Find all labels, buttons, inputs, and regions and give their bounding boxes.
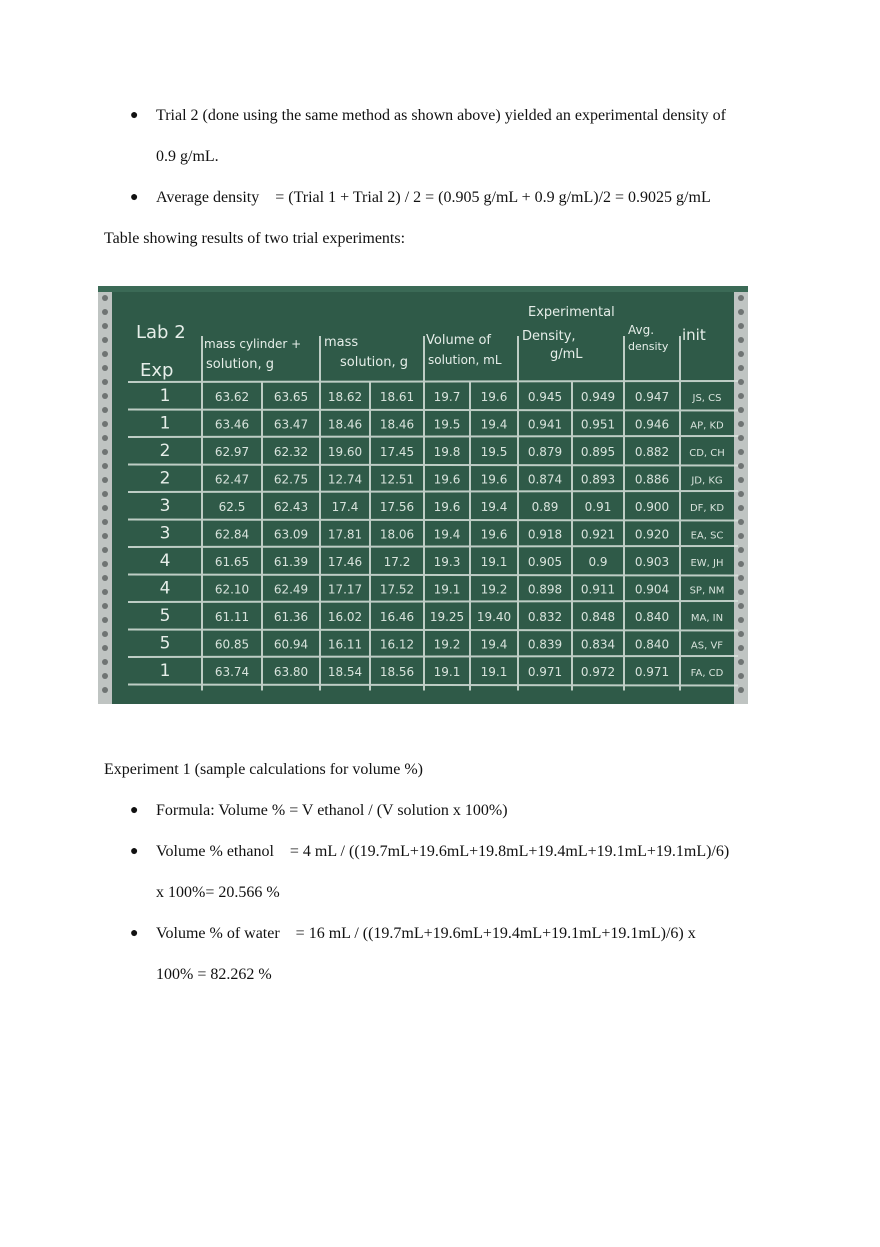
value-cell: 0.874: [527, 472, 563, 487]
binding-ring: [738, 645, 744, 651]
binding-ring: [102, 589, 108, 595]
binding-ring: [738, 393, 744, 399]
binding-ring: [738, 547, 744, 553]
value-cell: 17.2: [383, 554, 411, 569]
value-cell: 0.951: [580, 417, 616, 432]
value-cell: 0.840: [634, 637, 670, 652]
binding-ring: [738, 309, 744, 315]
binding-ring: [738, 323, 744, 329]
header-mass-cyl-2: solution, g: [206, 357, 274, 372]
value-cell: 0.839: [527, 637, 563, 652]
binding-ring: [102, 323, 108, 329]
value-cell: 19.4: [480, 499, 508, 514]
value-cell: 62.5: [218, 499, 246, 514]
value-cell: 17.17: [327, 582, 363, 597]
value-cell: 16.02: [327, 609, 363, 624]
value-cell: 63.46: [214, 417, 250, 432]
value-cell: 60.94: [273, 637, 309, 652]
value-cell: 62.10: [214, 582, 250, 597]
grid-line: [128, 546, 738, 547]
exp-number: 5: [159, 605, 171, 626]
exp-number: 1: [159, 385, 171, 406]
value-cell: 63.74: [214, 664, 250, 679]
binding-ring: [738, 407, 744, 413]
water-line2: 100% = 82.262 %: [156, 966, 272, 983]
value-cell: 19.1: [480, 664, 508, 679]
value-cell: 12.51: [379, 472, 415, 487]
value-cell: 19.6: [433, 472, 461, 487]
value-cell: 0.904: [634, 582, 670, 597]
value-cell: 61.65: [214, 554, 250, 569]
value-cell: 0.947: [634, 389, 670, 404]
value-cell: 0.895: [580, 444, 616, 459]
binding-ring: [102, 561, 108, 567]
value-cell: 19.3: [433, 554, 461, 569]
value-cell: 19.4: [480, 417, 508, 432]
binding-ring: [738, 631, 744, 637]
value-cell: 0.945: [527, 389, 563, 404]
binding-ring: [102, 687, 108, 693]
value-cell: 16.11: [327, 637, 363, 652]
value-cell: 16.12: [379, 637, 415, 652]
value-cell: 62.32: [273, 444, 309, 459]
value-cell: 0.921: [580, 527, 616, 542]
exp-number: 1: [159, 660, 171, 681]
trial2-line2: 0.9 g/mL.: [156, 148, 219, 165]
binding-ring: [102, 449, 108, 455]
value-cell: 63.65: [273, 389, 309, 404]
ethanol-line2: x 100%= 20.566 %: [156, 884, 280, 901]
value-cell: 0.879: [527, 444, 563, 459]
binding-ring: [738, 533, 744, 539]
value-cell: 18.62: [327, 389, 363, 404]
value-cell: 62.49: [273, 582, 309, 597]
binding-ring: [102, 309, 108, 315]
initials-cell: FA, CD: [690, 667, 724, 679]
value-cell: 63.62: [214, 389, 250, 404]
value-cell: 0.971: [634, 664, 670, 679]
exp-number: 5: [159, 633, 171, 654]
value-cell: 12.74: [327, 472, 363, 487]
value-cell: 19.40: [476, 609, 512, 624]
value-cell: 18.46: [379, 417, 415, 432]
exp-number: 2: [159, 468, 171, 489]
binding-ring: [738, 505, 744, 511]
value-cell: 19.60: [327, 444, 363, 459]
binding-ring: [102, 393, 108, 399]
initials-cell: JS, CS: [692, 392, 722, 404]
header-mass-sol-1: mass: [324, 335, 359, 350]
value-cell: 63.09: [273, 527, 309, 542]
grid-line: [128, 520, 738, 521]
binding-ring: [738, 449, 744, 455]
binding-ring: [102, 491, 108, 497]
binding-ring: [102, 603, 108, 609]
value-cell: 19.4: [433, 527, 461, 542]
value-cell: 0.91: [584, 499, 612, 514]
value-cell: 18.54: [327, 664, 363, 679]
binding-ring: [102, 533, 108, 539]
binding-ring: [102, 617, 108, 623]
binding-ring: [738, 365, 744, 371]
value-cell: 0.882: [634, 444, 670, 459]
binding-ring: [102, 673, 108, 679]
value-cell: 0.905: [527, 554, 563, 569]
binding-ring: [738, 659, 744, 665]
lab-label: Lab 2: [136, 322, 186, 343]
binding-ring: [102, 407, 108, 413]
binding-ring: [738, 477, 744, 483]
binding-ring: [738, 603, 744, 609]
grid-line: [128, 630, 738, 631]
initials-cell: EA, SC: [690, 530, 724, 542]
header-mass-sol-2: solution, g: [340, 355, 408, 370]
header-dens-2: g/mL: [550, 347, 583, 362]
binding-ring: [102, 351, 108, 357]
grid-line: [128, 601, 738, 602]
initials-cell: EW, JH: [690, 557, 724, 569]
value-cell: 0.971: [527, 664, 563, 679]
binding-ring: [738, 421, 744, 427]
trial2-line1: Trial 2 (done using the same method as shown above) yielded an experimental density of: [156, 107, 726, 124]
initials-cell: CD, CH: [689, 447, 725, 459]
value-cell: 61.36: [273, 609, 309, 624]
value-cell: 0.898: [527, 582, 563, 597]
exp-number: 3: [159, 495, 171, 516]
bullet-dot: ●: [130, 190, 139, 205]
binding-ring: [102, 575, 108, 581]
binding-ring: [102, 435, 108, 441]
value-cell: 18.06: [379, 527, 415, 542]
value-cell: 18.56: [379, 664, 415, 679]
binding-ring: [738, 435, 744, 441]
binding-ring: [102, 337, 108, 343]
top-note: Experimental: [528, 305, 615, 320]
grid-line: [128, 381, 738, 382]
binding-ring: [102, 295, 108, 301]
value-cell: 17.45: [379, 444, 415, 459]
bullet-dot: ●: [130, 926, 139, 941]
ethanol-line1: Volume % ethanol = 4 mL / ((19.7mL+19.6mL+19.8mL+19.4mL+19.1mL+19.1mL)/6): [156, 843, 730, 860]
value-cell: 61.39: [273, 554, 309, 569]
binding-ring: [738, 673, 744, 679]
value-cell: 60.85: [214, 637, 250, 652]
value-cell: 19.1: [480, 554, 508, 569]
header-init: init: [682, 326, 706, 344]
value-cell: 0.832: [527, 609, 563, 624]
binding-ring: [102, 547, 108, 553]
initials-cell: AS, VF: [690, 640, 724, 652]
grid-line: [128, 656, 738, 657]
header-vol-1: Volume of: [426, 333, 492, 348]
value-cell: 0.89: [531, 499, 559, 514]
binding-ring: [738, 491, 744, 497]
value-cell: 0.911: [580, 582, 616, 597]
binding-ring: [102, 421, 108, 427]
value-cell: 18.46: [327, 417, 363, 432]
initials-cell: DF, KD: [689, 502, 725, 514]
value-cell: 0.903: [634, 554, 670, 569]
value-cell: 19.6: [433, 499, 461, 514]
header-avg-2: density: [628, 340, 669, 353]
value-cell: 63.47: [273, 417, 309, 432]
value-cell: 61.11: [214, 609, 250, 624]
grid-line: [128, 465, 738, 466]
binding-ring: [738, 295, 744, 301]
value-cell: 62.43: [273, 499, 309, 514]
value-cell: 0.840: [634, 609, 670, 624]
value-cell: 0.920: [634, 527, 670, 542]
experiment-heading: Experiment 1 (sample calculations for volume %): [104, 761, 424, 778]
value-cell: 0.886: [634, 472, 670, 487]
value-cell: 19.4: [480, 637, 508, 652]
value-cell: 0.972: [580, 664, 616, 679]
initials-cell: AP, KD: [690, 420, 724, 432]
binding-ring: [102, 505, 108, 511]
value-cell: 62.97: [214, 444, 250, 459]
value-cell: 62.84: [214, 527, 250, 542]
value-cell: 0.848: [580, 609, 616, 624]
value-cell: 62.47: [214, 472, 250, 487]
binding-ring: [738, 617, 744, 623]
exp-number: 1: [159, 413, 171, 434]
binding-ring: [102, 379, 108, 385]
binding-ring: [102, 463, 108, 469]
value-cell: 19.25: [429, 609, 465, 624]
value-cell: 19.6: [480, 527, 508, 542]
header-vol-2: solution, mL: [428, 353, 502, 367]
binding-ring: [102, 477, 108, 483]
header-dens-1: Density,: [522, 329, 576, 344]
grid-line: [128, 685, 738, 686]
board-table-cells: [160, 386, 725, 681]
value-cell: 17.56: [379, 499, 415, 514]
value-cell: 19.1: [433, 582, 461, 597]
value-cell: 62.75: [273, 472, 309, 487]
board-binding-left: [102, 295, 108, 693]
value-cell: 16.46: [379, 609, 415, 624]
initials-cell: MA, IN: [690, 612, 724, 624]
binding-ring: [738, 337, 744, 343]
header-avg-1: Avg.: [628, 323, 655, 337]
value-cell: 17.81: [327, 527, 363, 542]
value-cell: 63.80: [273, 664, 309, 679]
value-cell: 18.61: [379, 389, 415, 404]
header-mass-cyl-1: mass cylinder +: [204, 337, 302, 351]
value-cell: 17.46: [327, 554, 363, 569]
exp-number: 4: [159, 550, 171, 571]
value-cell: 0.893: [580, 472, 616, 487]
grid-line: [128, 436, 738, 437]
binding-ring: [738, 351, 744, 357]
table-caption: Table showing results of two trial experiments:: [104, 230, 406, 247]
grid-line: [128, 410, 738, 411]
binding-ring: [738, 379, 744, 385]
binding-ring: [738, 561, 744, 567]
bullet-dot: ●: [130, 844, 139, 859]
board-binding-right: [738, 295, 744, 693]
grid-line: [128, 491, 738, 492]
chalkboard-photo: [98, 286, 748, 704]
value-cell: 19.5: [480, 444, 508, 459]
value-cell: 0.946: [634, 417, 670, 432]
binding-ring: [738, 463, 744, 469]
initials-cell: JD, KG: [691, 475, 723, 487]
binding-ring: [738, 687, 744, 693]
value-cell: 17.4: [331, 499, 359, 514]
binding-ring: [102, 631, 108, 637]
binding-ring: [738, 519, 744, 525]
exp-number: 3: [159, 523, 171, 544]
value-cell: 17.52: [379, 582, 415, 597]
value-cell: 19.6: [480, 389, 508, 404]
binding-ring: [102, 645, 108, 651]
grid-line: [128, 575, 738, 576]
binding-ring: [738, 589, 744, 595]
value-cell: 19.8: [433, 444, 461, 459]
value-cell: 0.949: [580, 389, 616, 404]
binding-ring: [102, 659, 108, 665]
water-line1: Volume % of water = 16 mL / ((19.7mL+19.6mL+19.4mL+19.1mL+19.1mL)/6) x: [156, 925, 696, 942]
exp-number: 2: [159, 440, 171, 461]
value-cell: 19.5: [433, 417, 461, 432]
average-density-line: Average density = (Trial 1 + Trial 2) / 2 = (0.905 g/mL + 0.9 g/mL)/2 = 0.9025 g/mL: [156, 189, 711, 206]
value-cell: 0.900: [634, 499, 670, 514]
value-cell: 19.7: [433, 389, 461, 404]
exp-number: 4: [159, 578, 171, 599]
initials-cell: SP, NM: [689, 585, 725, 597]
value-cell: 0.918: [527, 527, 563, 542]
value-cell: 19.2: [433, 637, 461, 652]
value-cell: 19.1: [433, 664, 461, 679]
header-exp: Exp: [140, 360, 174, 381]
value-cell: 0.834: [580, 637, 616, 652]
value-cell: 19.6: [480, 472, 508, 487]
value-cell: 0.9: [588, 554, 608, 569]
value-cell: 0.941: [527, 417, 563, 432]
binding-ring: [738, 575, 744, 581]
formula-line: Formula: Volume % = V ethanol / (V solution x 100%): [156, 802, 508, 819]
bullet-dot: ●: [130, 803, 139, 818]
binding-ring: [102, 365, 108, 371]
binding-ring: [102, 519, 108, 525]
value-cell: 19.2: [480, 582, 508, 597]
bullet-dot: ●: [130, 108, 139, 123]
